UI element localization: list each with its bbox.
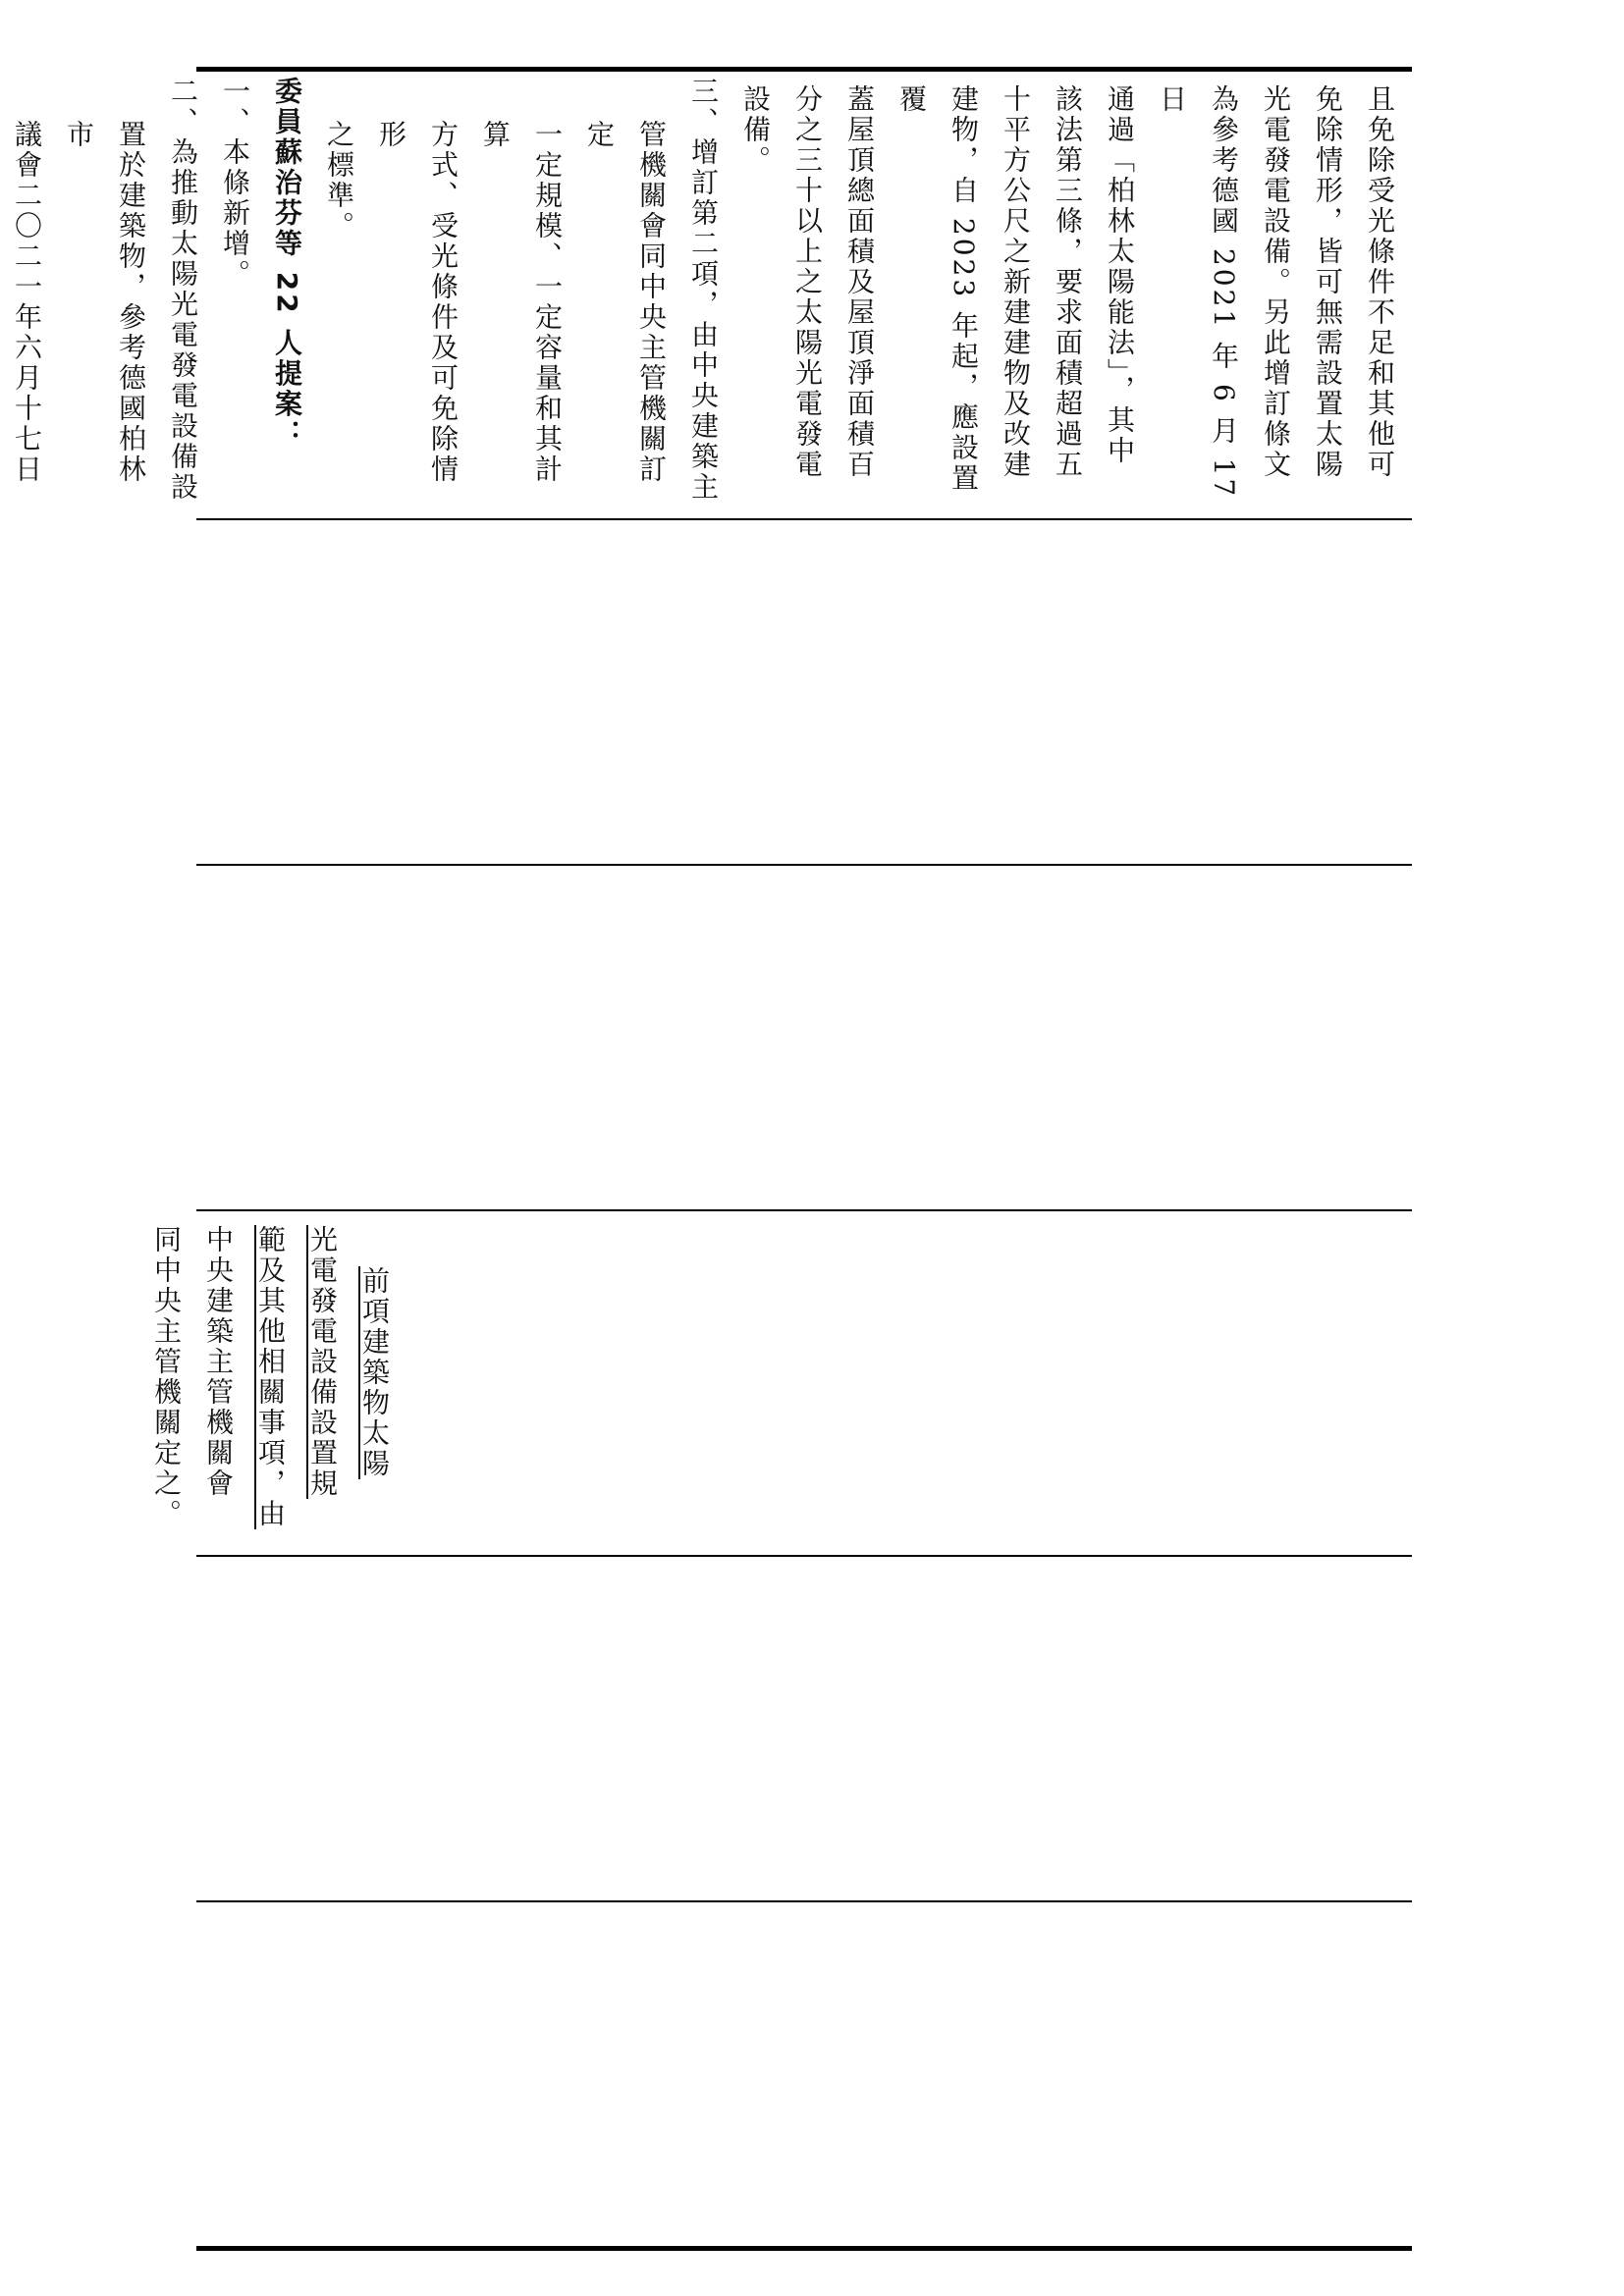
- article-line: 中央建築主管機關會: [202, 1225, 235, 1499]
- text-line: 蓋屋頂總面積及屋頂淨面積百: [843, 84, 876, 480]
- proposal-heading: 委員蘇治芬等 22 人提案：: [271, 77, 303, 451]
- item-two-line: 二、為推動太陽光電發電設備設: [167, 77, 199, 503]
- article-line: 光電發電設備設置規: [306, 1225, 339, 1499]
- text-line: 一定規模、一定容量和其計算: [479, 120, 564, 485]
- bottom-border: [196, 2246, 1412, 2251]
- row-divider-2: [196, 864, 1412, 866]
- text-line: 十平方公尺之新建建物及改建: [1000, 84, 1032, 480]
- text-line: 該法第三條，要求面積超過五: [1052, 84, 1084, 480]
- item-three-line: 三、增訂第二項，由中央建築主: [687, 77, 720, 503]
- text-line: 議會二〇二一年六月十七日: [11, 120, 43, 485]
- text-line: 通過「柏林太陽能法」，其中: [1104, 84, 1136, 466]
- document-table: [11, 0, 1412, 2296]
- text-line: 免除情形，皆可無需設置太陽: [1312, 84, 1344, 480]
- text-line: 為參考德國 2021 年 6 月 17 日: [1156, 84, 1240, 500]
- article-line: 同中央主管機關定之。: [150, 1225, 183, 1529]
- text-line: 方式、受光條件及可免除情形: [375, 120, 460, 485]
- item-one-line: 一、本條新增。: [219, 77, 251, 290]
- article-line: 範及其他相關事項，由: [254, 1225, 287, 1529]
- row-divider-3: [196, 1209, 1412, 1211]
- explanation-text: [0, 77, 1406, 513]
- text-line: 分之三十以上之太陽光電發電: [791, 84, 824, 480]
- text-line: 管機關會同中央主管機關訂定: [583, 120, 668, 485]
- article-cell: [150, 1217, 1412, 1551]
- text-line: 建物，自 2023 年起，應設置覆: [895, 84, 980, 495]
- text-line: 且免除受光條件不足和其他可: [1364, 84, 1396, 480]
- text-line: 設備。: [739, 84, 772, 176]
- text-line: 置於建築物，參考德國柏林市: [63, 120, 147, 485]
- row-divider-5: [196, 1900, 1412, 1902]
- text-line: 之標準。: [323, 120, 355, 241]
- row-divider-4: [196, 1555, 1412, 1557]
- row-divider-1: [196, 518, 1412, 520]
- explanation-cell: [11, 77, 1412, 513]
- article-line: 前項建築物太陽: [358, 1266, 391, 1479]
- article-text: [140, 1217, 401, 1551]
- text-line: 光電發電設備。另此增訂條文: [1260, 84, 1292, 480]
- top-border: [196, 67, 1412, 72]
